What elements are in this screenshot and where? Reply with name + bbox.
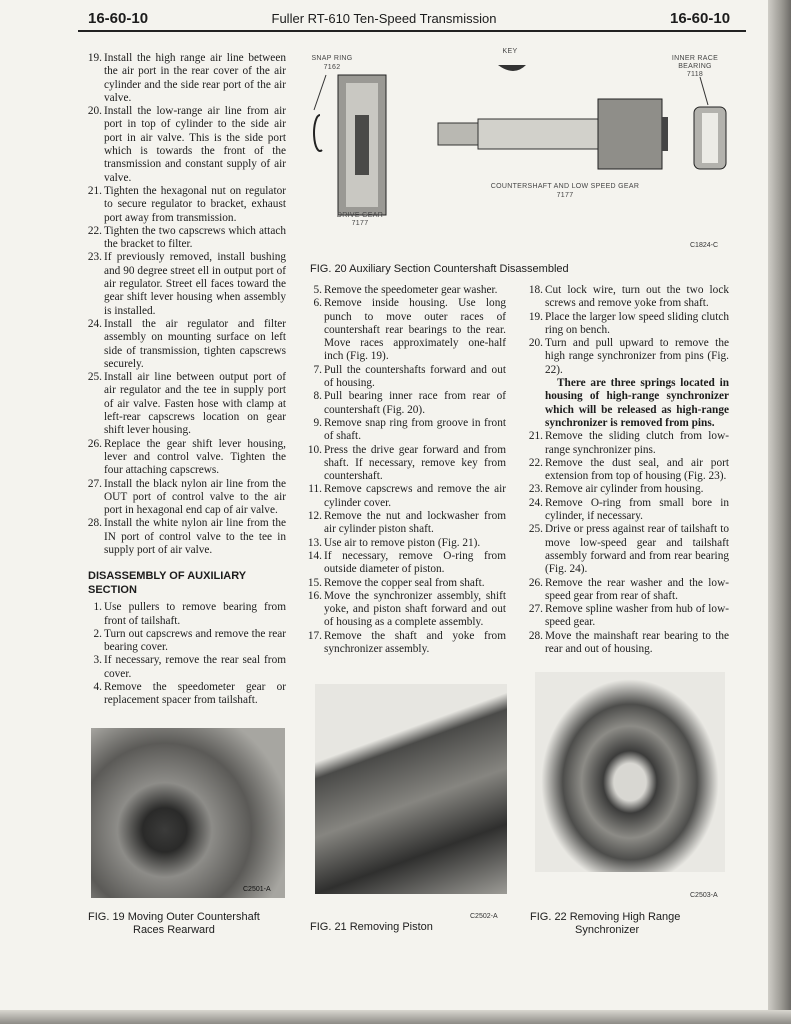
step-number: 25.: [87, 371, 102, 384]
disassembly-steps-list-4: [529, 430, 729, 656]
step-text: Remove the dust seal, and air port extension from top of housing (Fig. 23).: [545, 456, 729, 483]
step-item: [308, 537, 506, 550]
drive-gear-label: DRIVE GEAR: [336, 212, 384, 219]
step-text: Tighten the hexagonal nut on regulator to secure regulator to bracket, exhaust port away from transmission.: [104, 184, 286, 224]
step-number: 27.: [528, 603, 543, 616]
countershaft-number: 7177: [556, 192, 574, 199]
step-item: [88, 371, 286, 437]
step-text: Move the synchronizer assembly, shift yoke, and piston shaft forward and out of housing as a complete assembly.: [324, 589, 506, 629]
step-item: [308, 297, 506, 363]
step-item: [88, 628, 286, 655]
step-number: 27.: [87, 477, 102, 490]
step-item: [529, 497, 729, 524]
step-text: Remove capscrews and remove the air cylinder cover.: [324, 483, 506, 509]
step-number: 5.: [313, 284, 322, 296]
fig19-photo: [91, 728, 285, 898]
fig22-caption-line-2: Synchronizer: [575, 924, 640, 936]
step-number: 19.: [87, 52, 102, 64]
step-text: Remove spline washer from hub of low-speed gear.: [545, 603, 729, 629]
step-item: [529, 630, 729, 657]
step-item: [529, 457, 729, 484]
step-number: 23.: [528, 483, 543, 496]
step-text: Remove the sliding clutch from low-range synchronizer pins.: [545, 430, 729, 456]
fig21-caption: FIG. 21 Removing Piston: [310, 921, 433, 933]
step-number: 26.: [528, 576, 543, 589]
step-item: [308, 444, 506, 484]
column-1: [88, 52, 286, 708]
step-text: Remove air cylinder from housing.: [545, 483, 704, 496]
step-item: [529, 311, 729, 338]
step-number: 18.: [528, 284, 543, 296]
step-number: 28.: [87, 517, 102, 530]
step-text: Install the black nylon air line from the OUT port of control valve to the air port in hexagonal end cap of air valve.: [104, 477, 286, 517]
fig19-code: C2501-A: [243, 886, 271, 893]
step-item: [529, 430, 729, 457]
step-text: Place the larger low speed sliding clutch ring on bench.: [545, 310, 729, 336]
step-item: [88, 601, 286, 628]
step-text: If necessary, remove O-ring from outside diameter of piston.: [324, 549, 506, 576]
step-text: Install the low-range air line from air port in top of cylinder to the side air port in air valve. This is the side port which is towards the front of the transmission and constant supply of air valve.: [104, 105, 286, 184]
step-text: Remove inside housing. Use long punch to move outer races of countershaft rear bearings to the rear. Move races approximately one-half inch (Fig. 19).: [324, 297, 506, 363]
page-number-right: 16-60-10: [670, 10, 731, 27]
step-item: [529, 603, 729, 630]
step-item: [529, 284, 729, 311]
step-item: [88, 318, 286, 371]
step-item: [308, 284, 506, 297]
step-number: 14.: [307, 549, 322, 562]
fig20-code: C1824-C: [690, 242, 719, 249]
fig22-caption: [530, 911, 730, 937]
step-text: Remove the shaft and yoke from synchronizer assembly.: [324, 629, 506, 656]
step-number: 20.: [528, 337, 543, 350]
step-text: Install the air regulator and filter assembly on mounting surface on left side of transmission, tighten capscrews securely.: [104, 317, 286, 370]
step-text: Pull bearing inner race from rear of countershaft (Fig. 20).: [324, 390, 506, 416]
step-item: [308, 630, 506, 657]
section-heading: DISASSEMBLY OF AUXILIARY SECTION: [88, 570, 246, 597]
step-text: Turn and pull upward to remove the high range synchronizer from pins (Fig. 22).: [545, 337, 729, 376]
disassembly-steps-list-3: [529, 284, 729, 377]
key-label: KEY: [502, 48, 518, 55]
step-number: 6.: [313, 297, 322, 310]
fig19-caption-line-1: FIG. 19 Moving Outer Countershaft: [88, 911, 260, 923]
fig22-code: C2503-A: [690, 892, 718, 899]
step-text: Remove the speedometer gear or replacement spacer from tailshaft.: [104, 681, 286, 707]
step-text: Cut lock wire, turn out the two lock screws and remove yoke from shaft.: [545, 284, 729, 310]
step-number: 11.: [308, 483, 322, 496]
step-item: [529, 523, 729, 576]
step-item: [88, 517, 286, 557]
step-number: 22.: [528, 456, 543, 469]
step-item: [88, 105, 286, 185]
step-item: [308, 550, 506, 577]
step-number: 8.: [313, 390, 322, 403]
step-number: 24.: [528, 496, 543, 509]
step-text: Install the white nylon air line from the IN port of control valve to the tee in supply port of air valve.: [104, 517, 286, 556]
page-title: Fuller RT-610 Ten-Speed Transmission: [271, 11, 497, 26]
step-text: Replace the gear shift lever housing, lever and control valve. Tighten the four attaching capscrews.: [104, 437, 286, 477]
step-number: 19.: [528, 310, 543, 323]
step-item: [88, 478, 286, 518]
step-text: Remove snap ring from groove in front of shaft.: [324, 416, 506, 443]
step-text: If previously removed, install bushing and 90 degree street ell in output port of air regulator. Street ell faces toward the gear shift lever housing when assembly is installed.: [104, 251, 286, 317]
snap-ring-label: SNAP RING: [311, 55, 353, 62]
step-number: 7.: [313, 363, 322, 376]
step-number: 1.: [93, 601, 102, 614]
inner-race-label: INNER RACE: [671, 55, 719, 62]
step-number: 26.: [87, 437, 102, 450]
step-text: Press the drive gear forward and from shaft. If necessary, remove key from countershaft.: [324, 443, 506, 483]
fig21-photo: [315, 684, 507, 894]
book-spine-shadow: [768, 0, 791, 1024]
key-shape: [498, 65, 526, 71]
step-number: 15.: [307, 576, 322, 589]
step-number: 12.: [307, 510, 322, 523]
step-number: 2.: [93, 627, 102, 640]
install-steps-list: [88, 52, 286, 557]
step-text: Tighten the two capscrews which attach the bracket to filter.: [104, 224, 286, 251]
step-text: If necessary, remove the rear seal from cover.: [104, 654, 286, 680]
step-text: Install the high range air line between the air port in the rear cover of the air cylinder and the side rear port of the air valve.: [104, 52, 286, 104]
step-number: 21.: [528, 430, 543, 443]
column-2: [308, 284, 506, 656]
step-number: 17.: [307, 629, 322, 642]
snap-ring-shape: [314, 115, 322, 151]
step-item: [308, 483, 506, 510]
step-number: 4.: [93, 681, 102, 694]
step-item: [88, 654, 286, 681]
step-number: 22.: [87, 224, 102, 237]
step-number: 24.: [87, 317, 102, 330]
step-item: [88, 438, 286, 478]
step-text: Turn out capscrews and remove the rear bearing cover.: [104, 627, 286, 654]
step-item: [308, 390, 506, 417]
step-number: 25.: [528, 523, 543, 536]
countershaft-label: COUNTERSHAFT AND LOW SPEED GEAR: [490, 183, 640, 190]
snap-ring-number: 7162: [323, 64, 341, 71]
fig19-caption-line-2: Races Rearward: [133, 924, 215, 936]
step-item: [308, 417, 506, 444]
step-item: [529, 337, 729, 377]
step-text: Drive or press against rear of tailshaft to move low-speed gear and tailshaft assembly forward and from rear bearing (Fig. 24).: [545, 523, 729, 576]
step-number: 20.: [87, 105, 102, 118]
step-number: 23.: [87, 251, 102, 264]
step-text: Remove the nut and lockwasher from air cylinder piston shaft.: [324, 510, 506, 536]
drive-gear-number: 7177: [351, 220, 369, 227]
header-rule: [78, 30, 746, 32]
step-text: Use air to remove piston (Fig. 21).: [324, 536, 481, 549]
step-item: [88, 225, 286, 252]
disassembly-steps-list-2: [308, 284, 506, 656]
bearing-label: BEARING: [678, 63, 712, 70]
step-number: 10.: [307, 443, 322, 456]
step-item: [88, 52, 286, 105]
step-item: [88, 681, 286, 708]
step-number: 3.: [93, 654, 102, 667]
step-text: Remove the copper seal from shaft.: [324, 576, 485, 589]
fig22-caption-line-1: FIG. 22 Removing High Range: [530, 911, 681, 923]
drive-gear-shape: [338, 75, 386, 215]
fig19-caption: [88, 911, 288, 937]
column-3: [529, 284, 729, 656]
inner-race-number: 7118: [686, 71, 704, 78]
step-number: 28.: [528, 629, 543, 642]
step-text: Pull the countershafts forward and out of housing.: [324, 363, 506, 390]
fig21-code: C2502-A: [470, 913, 498, 920]
step-number: 16.: [307, 589, 322, 602]
page-bottom-shadow: [0, 1010, 791, 1024]
step-text: Install air line between output port of air regulator and the tee in supply port of air valve. Fasten hose with clamp at left-rear capscrews location on gear shift lever housing.: [104, 371, 286, 437]
countershaft-shape: [438, 99, 668, 169]
step-item: [88, 185, 286, 225]
step-text: Use pullers to remove bearing from front of tailshaft.: [104, 601, 286, 627]
fig20-caption: FIG. 20 Auxiliary Section Countershaft Disassembled: [310, 263, 569, 275]
step-item: [308, 577, 506, 590]
inner-race-shape: [694, 107, 726, 169]
step-text: Remove O-ring from small bore in cylinder, if necessary.: [545, 496, 729, 523]
step-item: [529, 577, 729, 604]
step-item: [308, 364, 506, 391]
step-number: 21.: [87, 184, 102, 197]
step-text: Move the mainshaft rear bearing to the rear and out of housing.: [545, 629, 729, 656]
step-item: [88, 251, 286, 317]
step-number: 9.: [313, 416, 322, 429]
step-text: Remove the speedometer gear washer.: [324, 284, 498, 296]
disassembly-steps-list: [88, 601, 286, 707]
step-number: 13.: [307, 536, 322, 549]
step-text: Remove the rear washer and the low-speed gear from rear of shaft.: [545, 576, 729, 602]
step-item: [308, 590, 506, 630]
step-item: [308, 510, 506, 537]
springs-warning-note: There are three springs located in housing of high-range synchronizer which will be released as high-range synchronizer is removed from pins.: [545, 377, 729, 429]
page-number-left: 16-60-10: [88, 10, 149, 27]
fig22-photo: [535, 672, 725, 872]
step-item: [529, 483, 729, 496]
